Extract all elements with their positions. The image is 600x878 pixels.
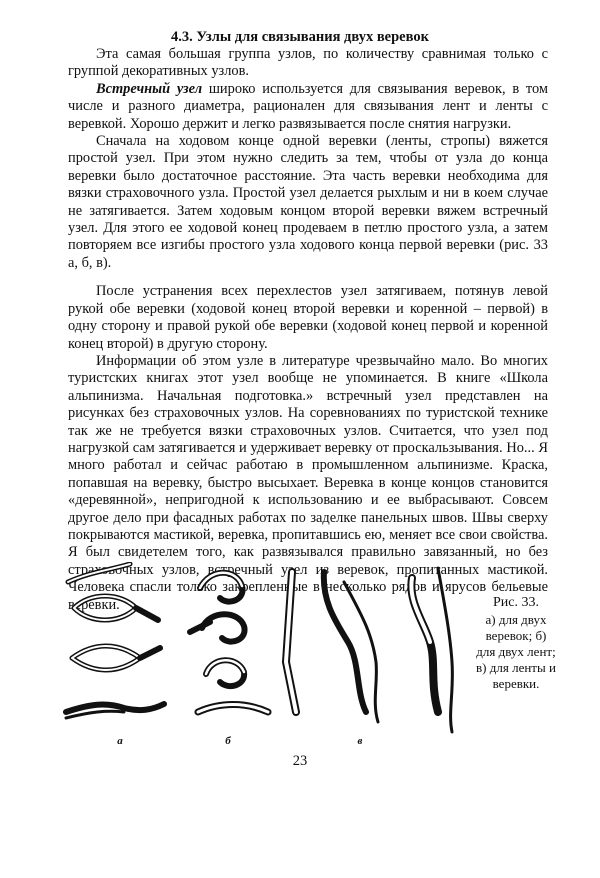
page-number: 23 <box>292 753 308 769</box>
figure-caption <box>476 594 556 692</box>
body-text <box>68 46 548 614</box>
paragraph-experience: Информации об этом узле в литературе чрезвычайно мало. Во многих туристских книгах этот узел вообще не упоминается. В книге «Школа альпинизма. Начальная подготовка.» встречный узел представлен на рисунках без страховочных узлов. На соревнованиях по туристской технике так же не требуется вязки страховочных узлов. Считается, что узел под нагрузкой сам затягивается и удерживает веревку от проскальзывания. Но... Я много работал и сейчас работаю в промышленном альпинизме. Краска, попавшая на веревку, быстро высыхает. Веревка в конце концов становится «деревянной», непригодной к использованию и ее выбрасывают. Совсем другое дело при фасадных работах по заделке панельных швов. Швы сверху покрываются мастикой, веревка, пропитавшись ею, меняет все свои свойства. Я был свидетелем того, как развязывался правильно завязанный, но без страховочных узлов, встречный узел из веревок, пропитанных мастикой. Человека спасли только закрепленные в несколько рядов и ярусов бельевые веревки. <box>68 352 548 613</box>
figure-label-b: б <box>225 735 231 747</box>
knot-drawing-a <box>66 564 164 718</box>
paragraph-intro: Эта самая большая группа узлов, по количеству сравнимая только с группой декоративных узлов. <box>68 46 548 80</box>
knot-figure <box>60 562 480 752</box>
figure-caption-text: а) для двух веревок; б) для двух лент; в) для ленты и веревки. <box>476 612 556 691</box>
knot-drawing-c <box>286 568 452 732</box>
paragraph-meeting-knot <box>68 81 548 133</box>
paragraph-tying-steps: Сначала на ходовом конце одной веревки (ленты, стропы) вяжется простой узел. При этом нужно следить за тем, чтобы от узла до конца веревки было достаточное расстояние. Эта часть веревки необходима для вязки страховочного узла. Простой узел делается рыхлым и ни в коем случае не затягивается. Затем ходовым концом второй веревки вяжем встречный узел. Для этого ее ходовой конец продеваем в петлю простого узла, а затем повторяем все изгибы простого узла ходового конца первой веревки (рис. 33 а, б, в). <box>68 133 548 271</box>
figure-label-c: в <box>357 735 363 747</box>
term-meeting-knot: Встречный узел <box>96 80 203 97</box>
section-heading: 4.3. Узлы для связывания двух веревок <box>171 29 429 45</box>
knot-drawing-b <box>190 573 268 712</box>
paragraph-meeting-knot-text: широко используется для связывания веревок, в том числе и разного диаметра, рационален для связывания лент и ленты с веревкой. Хорошо держит и легко развязывается после снятия нагрузки. <box>68 80 548 132</box>
knot-illustrations <box>60 562 480 752</box>
figure-label-a: а <box>117 735 123 747</box>
paragraph-tightening: После устранения всех перехлестов узел затягиваем, потянув левой рукой обе веревки (ходовой конец второй веревки и коренной – первой) в одну сторону и правой рукой обе веревки (ходовой конец первой и коренной конец второй) в другую сторону. <box>68 283 548 352</box>
figure-caption-title: Рис. 33. <box>493 595 539 610</box>
